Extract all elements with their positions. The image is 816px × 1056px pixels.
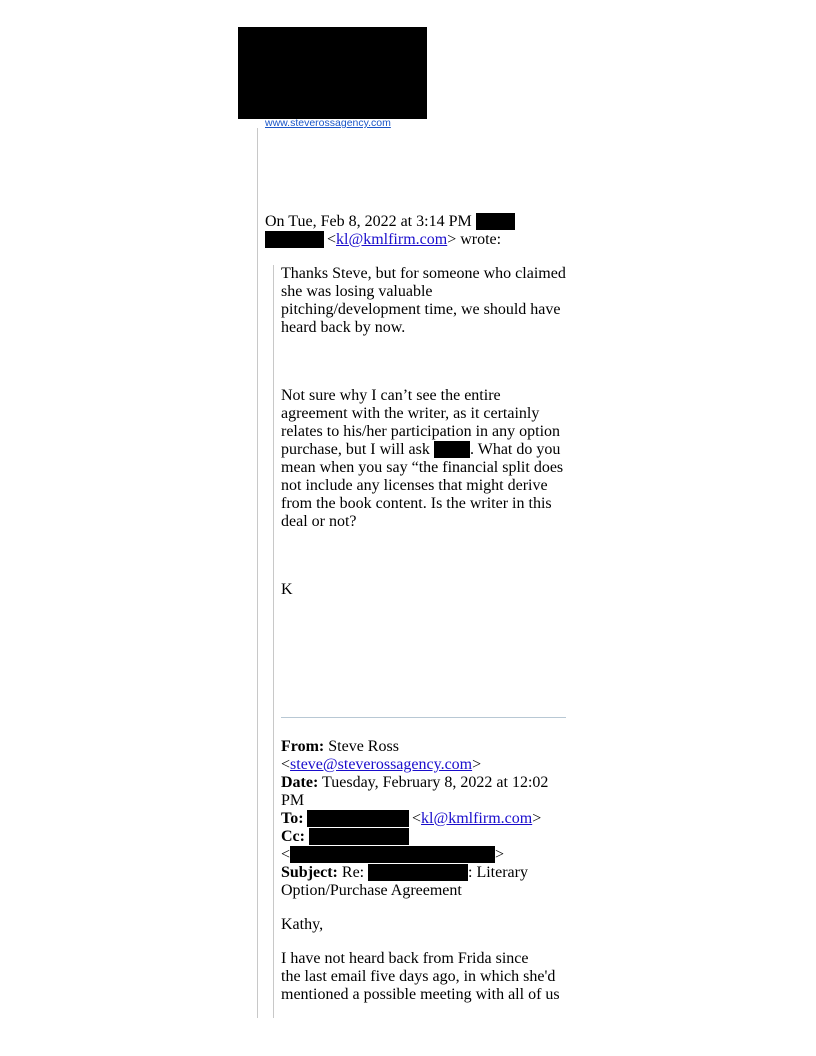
reply-p1-line3: pitching/development time, we should have [281,301,561,318]
reply-p1-line1: Thanks Steve, but for someone who claimed [281,265,566,282]
agency-website-link[interactable]: www.steverossagency.com [265,117,391,129]
forward-divider [281,717,566,718]
quote-attribution-line1 [265,213,472,231]
bracket-open: < [412,810,422,827]
from-line [281,738,399,756]
redacted-to-name [307,810,409,827]
redacted-sender-name [476,213,515,230]
date-line-2: PM [281,792,305,809]
date-value: Tuesday, February 8, 2022 at 12:02 [322,774,549,791]
quote-rule-inner [273,265,274,1018]
bracket-close: > [472,756,482,773]
bracket-open: < [281,756,291,773]
from-name: Steve Ross [328,738,399,755]
reply-p2-line4b: . What do you [470,441,561,458]
reply-p1-line4: heard back by now. [281,319,406,336]
reply-p1-line2: she was losing valuable [281,283,433,300]
attribution-date: On Tue, Feb 8, 2022 at 3:14 PM [265,213,472,230]
cc-open-bracket: < [281,846,291,863]
bracket-open: < [327,231,337,248]
fwd-body-line2: the last email five days ago, in which she'd [281,968,556,985]
reply-p2-line7: from the book content. Is the writer in this [281,495,552,512]
reply-p2-line5: mean when you say “the financial split does [281,459,564,476]
to-email-link[interactable]: kl@kmlfirm.com [421,810,533,827]
reply-p2-line8: deal or not? [281,513,357,530]
from-label: From: [281,738,325,755]
greeting: Kathy, [281,916,324,933]
redacted-name-inline [434,441,470,458]
date-label: Date: [281,774,319,791]
reply-p2-line6: not include any licenses that might derive [281,477,548,494]
cc-close-bracket: > [495,846,505,863]
to-label-line [281,810,304,828]
subject-line [281,864,364,882]
bracket-close: > [532,810,542,827]
quote-rule-outer [257,128,258,1018]
reply-signoff: K [281,581,293,598]
reply-p2-line1: Not sure why I can’t see the entire [281,387,501,404]
to-label: To: [281,810,304,827]
subject-label: Subject: [281,864,338,881]
date-line [281,774,548,792]
reply-p2-line4a: purchase, but I will ask [281,441,430,458]
subject-line-2: Option/Purchase Agreement [281,882,462,899]
redacted-sender-name-2 [265,231,324,248]
redacted-subject-name [368,864,468,881]
to-email-line [412,810,541,828]
quote-attribution-line2 [327,231,501,249]
fwd-body-line1: I have not heard back from Frida since [281,950,529,967]
sender-email-link[interactable]: kl@kmlfirm.com [336,231,448,248]
cc-label: Cc: [281,828,305,845]
wrote-text: > wrote: [447,231,502,248]
redacted-cc-email [290,846,495,863]
fwd-body-line3: mentioned a possible meeting with all of us [281,986,560,1003]
reply-p2-line2: agreement with the writer, as it certainly [281,405,540,422]
redacted-logo [238,27,427,119]
subject-prefix: Re: [341,864,365,881]
subject-suffix: : Literary [468,864,528,881]
from-email-line [281,756,481,774]
cc-label-line [281,828,305,846]
from-email-link[interactable]: steve@steverossagency.com [290,756,473,773]
reply-p2-line3: relates to his/her participation in any option [281,423,561,440]
redacted-cc-name [309,828,409,845]
